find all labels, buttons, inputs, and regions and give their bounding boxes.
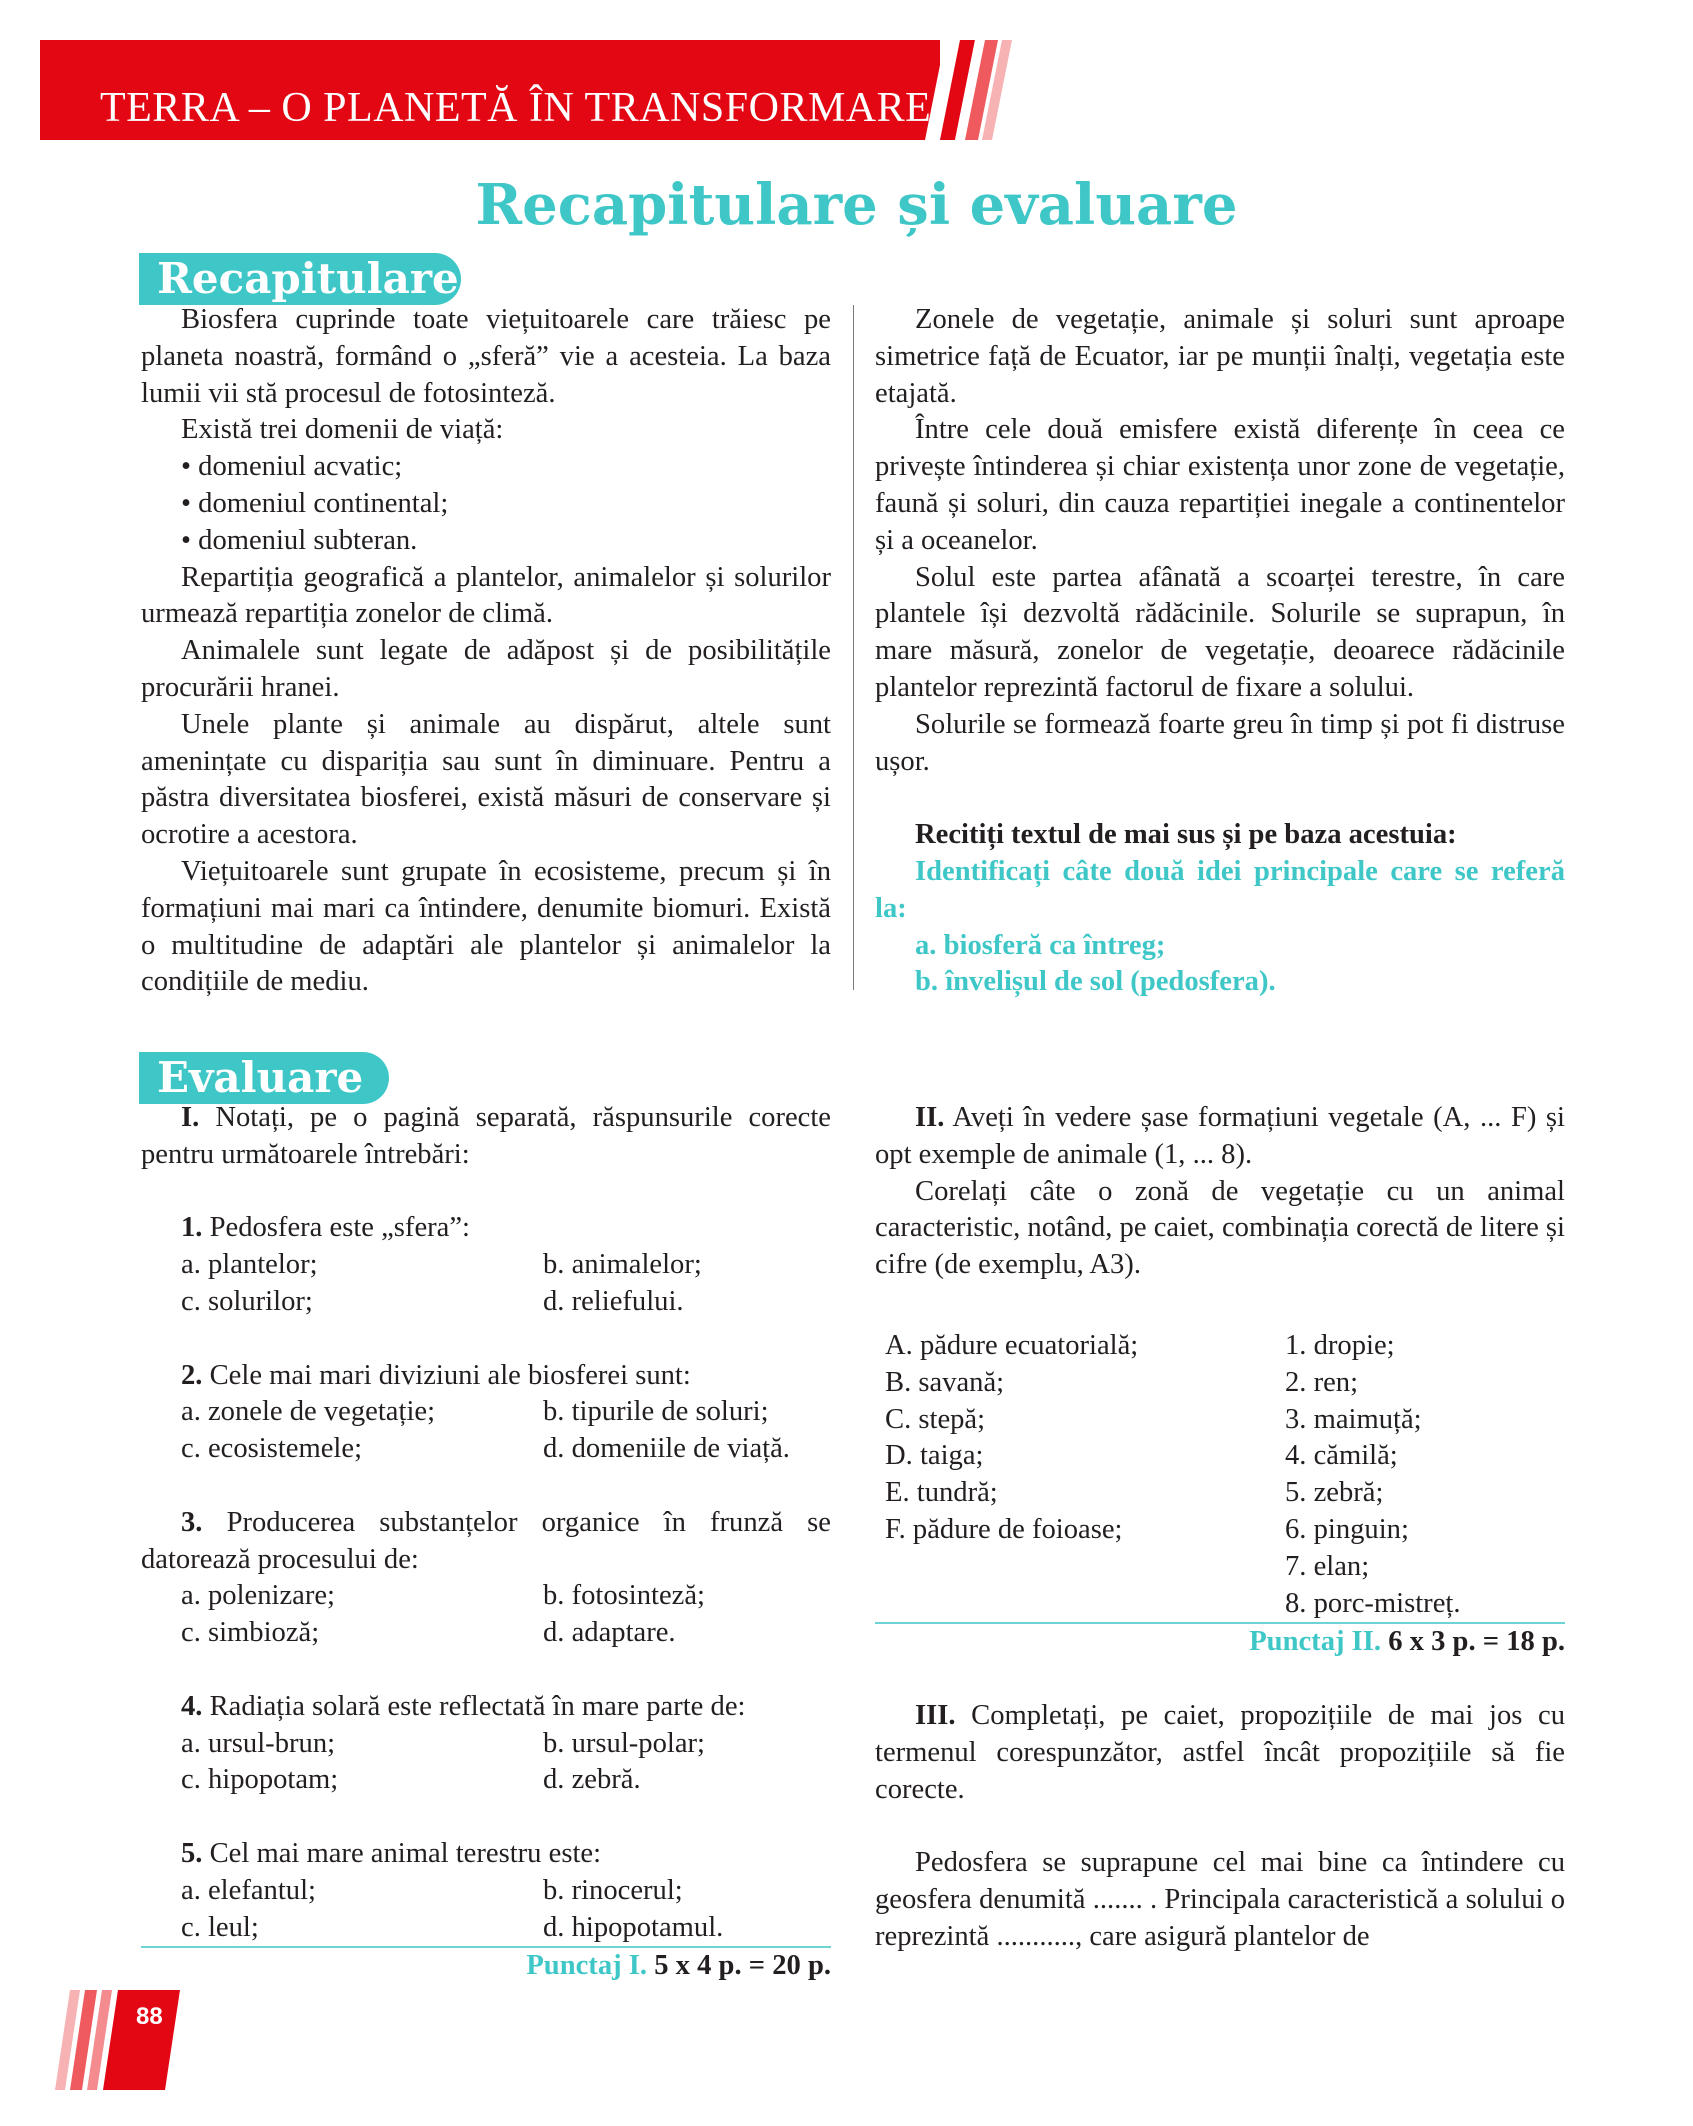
task-item-b: b. învelișul de sol (pedosfera). (915, 966, 1276, 998)
score-value: 5 x 4 p. = 20 p. (654, 1950, 831, 1982)
question-number: 2. (181, 1359, 203, 1391)
answer-option: b. ursul-polar; (543, 1727, 705, 1759)
recap-right-column (875, 302, 1565, 1001)
vegetation-zones-list (885, 1328, 1285, 1622)
recap-paragraph: Unele plante și animale au dispărut, altele sunt amenințate cu dispariția sau sunt în diminuare. Pentru a păstra diversitatea biosferei, există măsuri de conservare și ocrotire a acestora. (141, 708, 831, 851)
animal-item: 4. cămilă; (1285, 1440, 1398, 1472)
zone-item: E. tundră; (885, 1477, 998, 1509)
bullet-item: • domeniul acvatic; (181, 451, 403, 483)
recap-paragraph: Repartiția geografică a plantelor, animalelor și solurilor urmează repartiția zonelor de climă. (141, 561, 831, 630)
question-text: Cel mai mare animal terestru este: (209, 1837, 602, 1869)
answer-option: d. reliefului. (543, 1285, 684, 1317)
answer-option: a. polenizare; (181, 1580, 335, 1612)
zone-item: D. taiga; (885, 1440, 984, 1472)
animal-item: 1. dropie; (1285, 1329, 1395, 1361)
recap-heading: Recapitulare (139, 253, 461, 305)
answer-row (141, 1431, 831, 1468)
zone-item: C. stepă; (885, 1403, 986, 1435)
chapter-title: TERRA – O PLANETĂ ÎN TRANSFORMARE (100, 85, 932, 131)
animal-item: 5. zebră; (1285, 1477, 1384, 1509)
evaluation-heading: Evaluare (139, 1052, 389, 1104)
answer-row (141, 1615, 831, 1652)
answer-option: a. ursul-brun; (181, 1727, 336, 1759)
part2-text: Aveți în vedere șase formațiuni vegetale (A, ... F) și opt exemple de animale (1, ... 8). (875, 1102, 1565, 1170)
animal-item: 6. pinguin; (1285, 1513, 1409, 1545)
recap-paragraph: Biosfera cuprinde toate viețuitoarele care trăiesc pe planeta noastră, formând o „sferă” vie a acesteia. La baza lumii vii stă procesul de fotosinteză. (141, 304, 831, 409)
evaluation-part2 (875, 1100, 1565, 1956)
score-label: Punctaj I. (526, 1950, 648, 1982)
matching-table (875, 1328, 1565, 1622)
answer-option: a. plantelor; (181, 1249, 318, 1281)
question-number: 3. (181, 1506, 203, 1538)
answer-row (141, 1726, 831, 1763)
question-text: Radiația solară este reflectată în mare parte de: (209, 1690, 746, 1722)
part3-intro (875, 1698, 1565, 1808)
animals-list (1285, 1328, 1461, 1622)
question-number: 1. (181, 1212, 203, 1244)
question-text: Pedosfera este „sfera”: (209, 1212, 470, 1244)
question-2 (141, 1358, 831, 1395)
score-label: Punctaj II. (1249, 1626, 1382, 1658)
bullet-item: • domeniul continental; (181, 487, 449, 519)
answer-option: d. zebră. (543, 1764, 641, 1796)
part3-exercise: Pedosfera se suprapune cel mai bine ca întindere cu geosfera denumită ....... . Principala caracteristică a solului o reprezintă ..........., care asigură plantelor de (875, 1847, 1565, 1952)
answer-option: d. domeniile de viață. (543, 1433, 790, 1465)
recap-paragraph: Solul este partea afânată a scoarței terestre, în care plantele își dezvoltă rădăcinile. Solurile se suprapun, în mare măsură, zonelor de vegetație, deoarece rădăcinile plantelor reprezintă factorul de fixare a solului. (875, 561, 1565, 703)
answer-row (141, 1247, 831, 1284)
zone-item: A. pădure ecuatorială; (885, 1329, 1139, 1361)
answer-option: a. zonele de vegetație; (181, 1396, 436, 1428)
question-1 (141, 1210, 831, 1247)
answer-option: c. leul; (181, 1911, 259, 1943)
header-stripes (920, 40, 1030, 140)
task-item-a: a. biosferă ca întreg; (915, 929, 1166, 961)
recap-paragraph: Solurile se formează foarte greu în timp și pot fi distruse ușor. (875, 708, 1565, 777)
recap-left-column (141, 302, 831, 1001)
score-value: 6 x 3 p. = 18 p. (1388, 1626, 1565, 1658)
answer-option: c. ecosistemele; (181, 1433, 363, 1465)
question-text: Cele mai mari diviziuni ale biosferei sunt: (209, 1359, 691, 1391)
part1-intro (141, 1100, 831, 1174)
answer-option: c. solurilor; (181, 1285, 313, 1317)
answer-option: d. hipopotamul. (543, 1911, 724, 1943)
answer-option: b. animalelor; (543, 1249, 702, 1281)
recap-paragraph: Viețuitoarele sunt grupate în ecosisteme, precum și în formațiuni mai mari ca întindere, denumite biomuri. Există o multitudine de adaptări ale plantelor și animalelor la condițiile de mediu. (141, 855, 831, 998)
question-3 (141, 1505, 831, 1579)
answer-option: c. hipopotam; (181, 1764, 339, 1796)
answer-option: a. elefantul; (181, 1874, 316, 1906)
answer-row (141, 1394, 831, 1431)
evaluation-part1 (141, 1100, 831, 1985)
animal-item: 8. porc-mistreț. (1285, 1587, 1461, 1619)
question-4 (141, 1689, 831, 1726)
animal-item: 3. maimuță; (1285, 1403, 1422, 1435)
answer-row (141, 1910, 831, 1947)
footer-stripes (55, 1990, 185, 2090)
part2-score (875, 1624, 1565, 1661)
part1-number: I. (181, 1102, 200, 1133)
animal-item: 2. ren; (1285, 1366, 1359, 1398)
part2-intro (875, 1100, 1565, 1174)
answer-row (141, 1578, 831, 1615)
part1-score (141, 1948, 831, 1985)
answer-row (141, 1873, 831, 1910)
answer-option: b. rinocerul; (543, 1874, 683, 1906)
zone-item: F. pădure de foioase; (885, 1513, 1123, 1545)
page-title: Recapitulare și evaluare (475, 172, 1238, 238)
question-5 (141, 1836, 831, 1873)
question-number: 4. (181, 1690, 203, 1722)
answer-row (141, 1284, 831, 1321)
part3-number: III. (915, 1699, 956, 1731)
recap-paragraph: Între cele două emisfere există diferențe în ceea ce privește întinderea și chiar existența unor zone de vegetație, faună și soluri, din cauza repartiției inegale a continentelor și a oceanelor. (875, 414, 1565, 556)
part3-text: Completați, pe caiet, propozițiile de mai jos cu termenul corespunzător, astfel încât propozițiile să fie corecte. (875, 1699, 1565, 1805)
answer-option: d. adaptare. (543, 1617, 676, 1649)
answer-option: b. fotosinteză; (543, 1580, 705, 1612)
animal-item: 7. elan; (1285, 1550, 1370, 1582)
recap-paragraph: Zonele de vegetație, animale și soluri sunt aproape simetrice față de Ecuator, iar pe munții înalți, vegetația este etajată. (875, 304, 1565, 409)
zone-item: B. savană; (885, 1366, 1005, 1398)
answer-option: c. simbioză; (181, 1617, 320, 1649)
question-text: Producerea substanțelor organice în frunză se datorează procesului de: (141, 1506, 831, 1575)
part2-number: II. (915, 1102, 945, 1133)
page-number: 88 (136, 2003, 163, 2030)
recap-paragraph: Animalele sunt legate de adăpost și de posibilitățile procurării hranei. (141, 635, 831, 703)
answer-option: b. tipurile de soluri; (543, 1396, 769, 1428)
column-divider (853, 305, 854, 990)
part2-instruction: Corelați câte o zonă de vegetație cu un animal caracteristic, notând, pe caiet, combinația corectă de litere și cifre (de exemplu, A3). (875, 1175, 1565, 1281)
bullet-item: • domeniul subteran. (181, 524, 418, 556)
task-instruction: Recitiți textul de mai sus și pe baza acestuia: (915, 819, 1457, 851)
task-prompt: Identificați câte două idei principale care se referă la: (875, 855, 1565, 924)
part1-intro-text: Notați, pe o pagină separată, răspunsurile corecte pentru următoarele întrebări: (141, 1102, 831, 1170)
recap-paragraph: Există trei domenii de viață: (181, 414, 504, 446)
answer-row (141, 1762, 831, 1799)
question-number: 5. (181, 1837, 203, 1869)
